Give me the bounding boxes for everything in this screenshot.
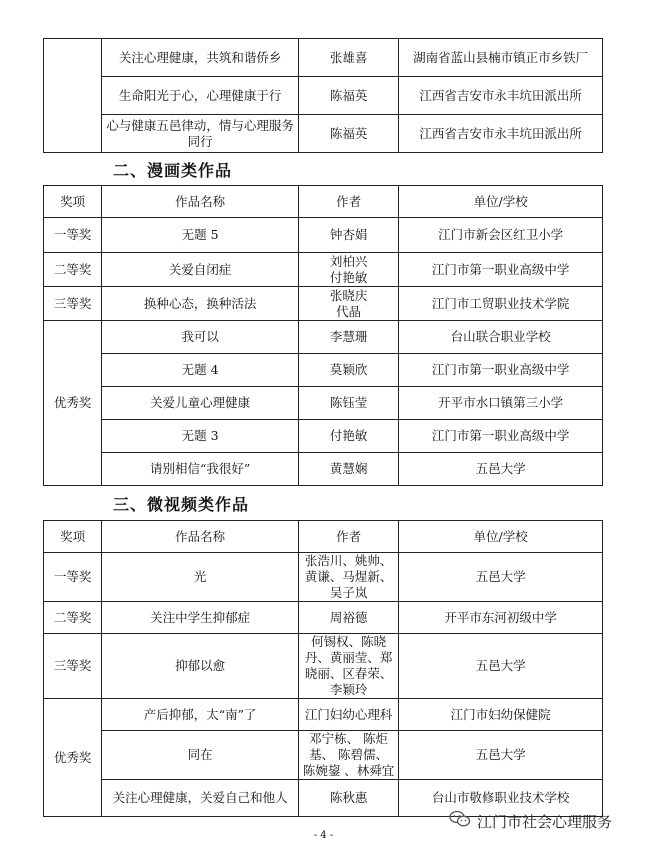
author: 江门妇幼心理科	[298, 699, 398, 731]
unit: 台山联合职业学校	[399, 321, 603, 354]
unit: 江门市工贸职业技术学院	[399, 287, 603, 321]
work-name: 关注心理健康，关爱自己和他人	[102, 780, 299, 817]
award-excellent: 优秀奖	[44, 699, 102, 817]
author: 陈福英	[298, 115, 398, 153]
work-name: 关爱自闭症	[102, 253, 299, 287]
author: 张晓庆 代晶	[298, 287, 398, 321]
work-name: 产后抑郁，太“南”了	[102, 699, 299, 731]
unit: 五邑大学	[399, 634, 603, 699]
header-author: 作者	[298, 186, 398, 218]
author: 张浩川、姚帅、黄谦、马煋新、吴子岚	[298, 553, 398, 602]
work-name: 生命阳光于心，心理健康于行	[102, 77, 299, 115]
award: 一等奖	[44, 218, 102, 253]
watermark-text: 江门市社会心理服务	[477, 812, 613, 831]
page-number: - 4 -	[313, 830, 334, 841]
work-name: 关注中学生抑郁症	[102, 602, 299, 634]
video-table	[43, 520, 603, 817]
unit: 湖南省蓝山县楠市镇正市乡铁厂	[399, 39, 603, 77]
unit: 江门市第一职业高级中学	[399, 354, 603, 387]
header-name: 作品名称	[102, 521, 299, 553]
work-name: 关爱儿童心理健康	[102, 387, 299, 420]
author: 周裕德	[298, 602, 398, 634]
unit: 江西省吉安市永丰坑田派出所	[399, 115, 603, 153]
work-name: 心与健康五邑律动，情与心理服务同行	[102, 115, 299, 153]
award: 二等奖	[44, 602, 102, 634]
author: 李慧珊	[298, 321, 398, 354]
author: 钟杏娟	[298, 218, 398, 253]
author: 黄慧娴	[298, 453, 398, 486]
unit: 五邑大学	[399, 731, 603, 780]
award-cell-continued	[44, 39, 102, 153]
unit: 江门市第一职业高级中学	[399, 420, 603, 453]
author: 张雄喜	[298, 39, 398, 77]
work-name: 我可以	[102, 321, 299, 354]
top-table	[43, 38, 603, 153]
wechat-icon	[449, 810, 471, 832]
header-unit: 单位/学校	[399, 521, 603, 553]
award: 一等奖	[44, 553, 102, 602]
work-name: 同在	[102, 731, 299, 780]
work-name: 关注心理健康，共筑和谐侨乡	[102, 39, 299, 77]
comic-table	[43, 185, 603, 486]
unit: 五邑大学	[399, 453, 603, 486]
unit: 五邑大学	[399, 553, 603, 602]
work-name: 光	[102, 553, 299, 602]
unit: 江门市新会区红卫小学	[399, 218, 603, 253]
section3-title: 三、微视频类作品	[113, 495, 250, 514]
header-name: 作品名称	[102, 186, 299, 218]
unit: 江门市妇幼保健院	[399, 699, 603, 731]
work-name: 换种心态，换种活法	[102, 287, 299, 321]
header-award: 奖项	[44, 186, 102, 218]
author: 陈秋惠	[298, 780, 398, 817]
watermark	[449, 810, 612, 832]
header-unit: 单位/学校	[399, 186, 603, 218]
section2-title: 二、漫画类作品	[113, 161, 233, 180]
work-name: 抑郁以愈	[102, 634, 299, 699]
header-award: 奖项	[44, 521, 102, 553]
unit: 江西省吉安市永丰坑田派出所	[399, 77, 603, 115]
author: 刘柏兴 付艳敏	[298, 253, 398, 287]
work-name: 请别相信“我很好”	[102, 453, 299, 486]
work-name: 无题 3	[102, 420, 299, 453]
unit: 开平市水口镇第三小学	[399, 387, 603, 420]
unit: 开平市东河初级中学	[399, 602, 603, 634]
author: 陈福英	[298, 77, 398, 115]
work-name: 无题 5	[102, 218, 299, 253]
award: 二等奖	[44, 253, 102, 287]
award: 三等奖	[44, 634, 102, 699]
award-excellent: 优秀奖	[44, 321, 102, 486]
author: 陈钰莹	[298, 387, 398, 420]
unit: 台山市敬修职业技术学校	[399, 780, 603, 817]
work-name: 无题 4	[102, 354, 299, 387]
author: 付艳敏	[298, 420, 398, 453]
award: 三等奖	[44, 287, 102, 321]
author: 邓宁栋、 陈炬基、 陈碧儒、 陈婉鋆 、林舜宜	[298, 731, 398, 780]
unit: 江门市第一职业高级中学	[399, 253, 603, 287]
author: 何锡权、陈晓丹、黄丽莹、郑晓丽、区春荣、李颖玲	[298, 634, 398, 699]
author: 莫颖欣	[298, 354, 398, 387]
header-author: 作者	[298, 521, 398, 553]
